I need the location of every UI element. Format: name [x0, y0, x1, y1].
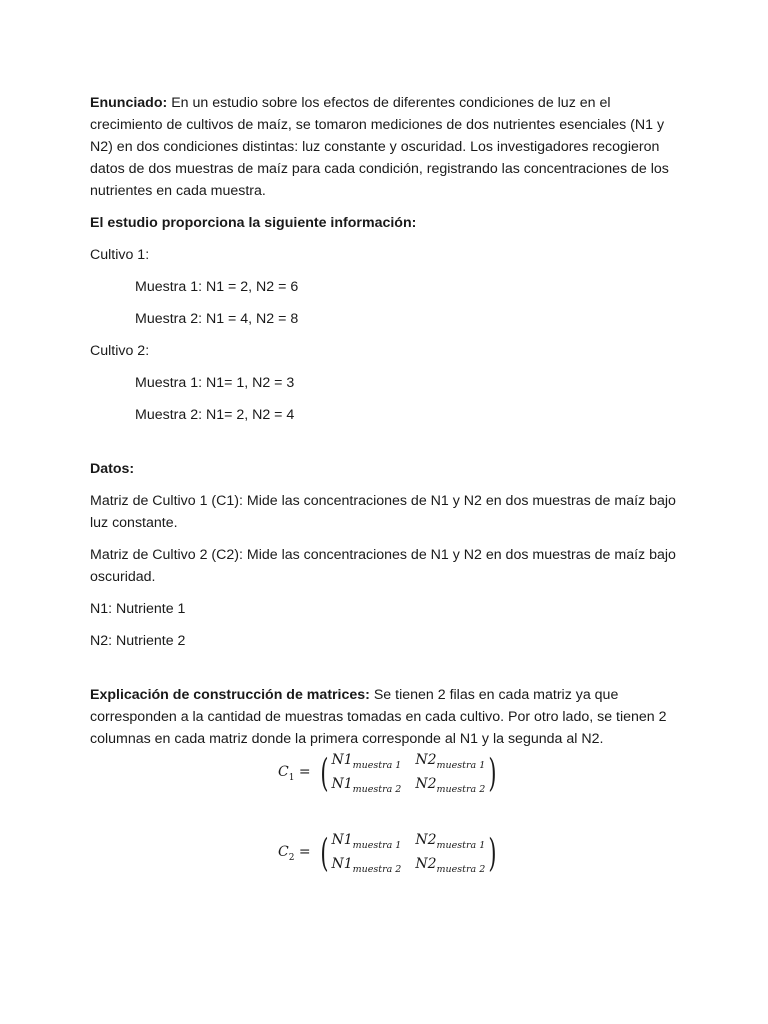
spacer: [90, 662, 680, 684]
left-paren: (: [319, 751, 329, 795]
explicacion-text: Se tienen 2 filas en cada matriz ya que corresponden a la cantidad de muestras tomadas en cada cultivo. Por otro lado, se tienen 2 columnas en cada matriz donde la primera corresponde al N1 y la segunda al N2.: [90, 687, 667, 747]
datos-heading: Datos:: [90, 461, 135, 477]
matrix-c2-equation: [90, 831, 680, 876]
enunciado-paragraph: [90, 92, 680, 202]
datos-item-n1: N1: Nutriente 1: [90, 601, 186, 617]
matrix-c1-equation: [90, 751, 680, 796]
matrix-c1-cell: $N1_{muestra 1}$: [331, 752, 402, 771]
matrix-c1-lhs: $C_1$ =: [278, 764, 311, 783]
matrix-c2-cell: $N1_{muestra 1}$: [331, 832, 402, 851]
matrix-c1-cell: $N2_{muestra 2}$: [415, 776, 486, 795]
cultivo-1-title: Cultivo 1:: [90, 247, 150, 263]
document-body: [90, 92, 680, 876]
matrix-c1-cell: $N1_{muestra 2}$: [331, 776, 402, 795]
cultivo-2-muestra-1: Muestra 1: N1= 1, N2 = 3: [135, 375, 295, 391]
matrix-c2-lhs: $C_2$ =: [278, 844, 311, 863]
matrix-c2-cell: $N2_{muestra 1}$: [415, 832, 486, 851]
matrix-c1-cell: $N2_{muestra 1}$: [415, 752, 486, 771]
datos-item-n2: N2: Nutriente 2: [90, 633, 186, 649]
explicacion-paragraph: [90, 684, 680, 750]
matrix-c1: [331, 751, 485, 799]
right-paren: ): [488, 751, 497, 795]
left-paren: (: [319, 831, 329, 875]
datos-item-c2: Matriz de Cultivo 2 (C2): Mide las concentraciones de N1 y N2 en dos muestras de maíz bajo oscuridad.: [90, 547, 676, 585]
estudio-heading: El estudio proporciona la siguiente información:: [90, 215, 417, 231]
spacer: [90, 796, 680, 834]
right-paren: ): [488, 831, 497, 875]
matrix-c2-cell: $N1_{muestra 2}$: [331, 856, 402, 875]
cultivo-2-muestra-2: Muestra 2: N1= 2, N2 = 4: [135, 407, 295, 423]
enunciado-text: En un estudio sobre los efectos de diferentes condiciones de luz en el crecimiento de cultivos de maíz, se tomaron mediciones de dos nutrientes esenciales (N1 y N2) en dos condiciones distintas: luz constante y oscuridad. Los investigadores recogieron datos de dos muestras de maíz para cada condición, registrando las concentraciones de los nutrientes en cada muestra.: [90, 95, 669, 199]
cultivo-2-title: Cultivo 2:: [90, 343, 150, 359]
spacer: [90, 436, 680, 458]
matrix-c2: [331, 831, 485, 879]
explicacion-label: Explicación de construcción de matrices:: [90, 687, 370, 703]
datos-item-c1: Matriz de Cultivo 1 (C1): Mide las concentraciones de N1 y N2 en dos muestras de maíz bajo luz constante.: [90, 493, 676, 531]
matrix-c2-cell: $N2_{muestra 2}$: [415, 856, 486, 875]
cultivo-1-muestra-2: Muestra 2: N1 = 4, N2 = 8: [135, 311, 299, 327]
cultivo-1-muestra-1: Muestra 1: N1 = 2, N2 = 6: [135, 279, 299, 295]
enunciado-label: Enunciado:: [90, 95, 168, 111]
